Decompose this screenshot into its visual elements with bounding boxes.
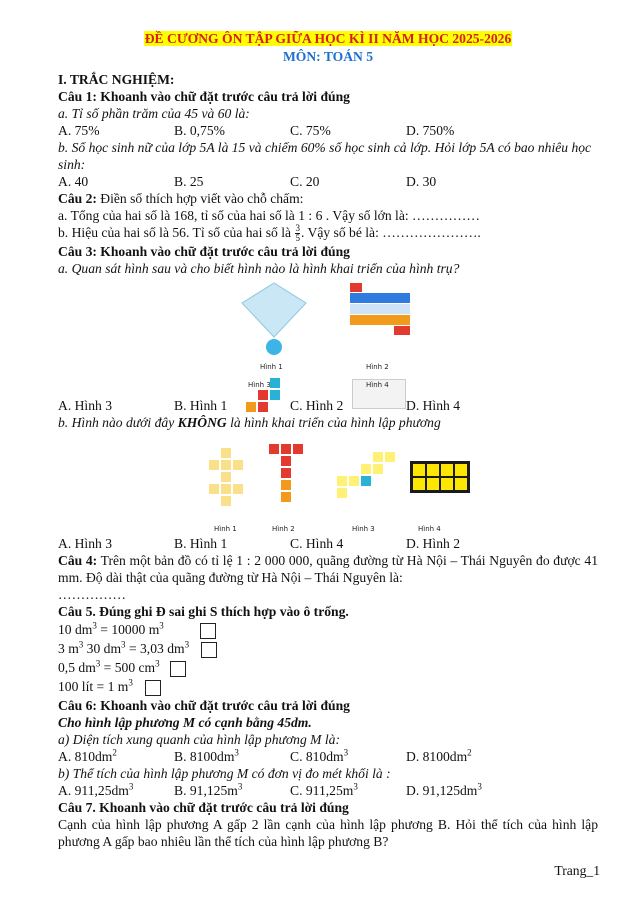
q6-a-text: a) Diện tích xung quanh của hình lập phương M là: — [58, 731, 340, 747]
square — [360, 463, 372, 475]
exponent: 2 — [112, 747, 117, 758]
option[interactable]: B. Hình 1 — [174, 536, 228, 552]
option[interactable]: D. 30 — [406, 174, 437, 189]
expr-part: = 500 cm — [100, 660, 156, 676]
q5-heading: Câu 5. Đúng ghi Đ sai ghi S thích hợp vào ô trống. — [58, 604, 349, 620]
square — [348, 475, 360, 487]
exponent: 3 — [353, 781, 358, 792]
figure-2-band — [350, 315, 410, 325]
option-text: A. 911,25dm — [58, 782, 129, 798]
q4-text — [58, 552, 598, 586]
option[interactable] — [174, 782, 290, 799]
square — [280, 467, 292, 479]
square — [280, 455, 292, 467]
q1-a-options — [58, 122, 598, 139]
option[interactable] — [290, 782, 406, 799]
figure-caption: Hình 3 — [352, 525, 375, 534]
figure-caption: Hình 4 — [366, 381, 389, 390]
q3-b-options — [58, 535, 598, 552]
figure-caption: Hình 3 — [248, 381, 271, 390]
q6-a-options — [58, 748, 598, 765]
answer-box[interactable] — [201, 642, 217, 658]
square — [220, 495, 232, 507]
section-heading: I. TRẮC NGHIỆM: — [58, 72, 175, 87]
option[interactable]: C. 75% — [290, 123, 331, 138]
figure-4-grid — [410, 461, 470, 493]
exponent: 3 — [234, 747, 239, 758]
option[interactable]: B. 0,75% — [174, 123, 225, 138]
page-title — [58, 30, 598, 47]
square — [292, 443, 304, 455]
q2-heading — [58, 190, 598, 207]
expr-part: 3 m — [58, 641, 79, 657]
square — [280, 491, 292, 503]
figure-caption: Hình 1 — [260, 363, 283, 372]
option[interactable] — [58, 782, 174, 799]
expr-part: 10 dm — [58, 622, 93, 638]
figure-caption: Hình 4 — [418, 525, 441, 534]
option[interactable]: A. 75% — [58, 123, 100, 138]
option[interactable]: D. Hình 2 — [406, 536, 460, 552]
option-text: B. 8100dm — [174, 748, 235, 764]
q3-a-caption-row — [58, 381, 598, 397]
q3-b-emphasis: KHÔNG — [177, 415, 227, 431]
option-text: C. 810dm — [290, 748, 344, 764]
expr-part: 100 lít = 1 m — [58, 679, 129, 694]
option-text: C. 911,25m — [290, 782, 354, 798]
q2-b-pre: b. Hiệu của hai số là 56. Tỉ số của hai số là — [58, 225, 295, 240]
square — [384, 451, 396, 463]
q4-answer-dots: …………… — [58, 587, 126, 603]
q4-label: Câu 4: — [58, 553, 98, 569]
option[interactable] — [290, 748, 406, 765]
q1-a-text: a. Tỉ số phần trăm của 45 và 60 là: — [58, 106, 250, 121]
figure-2-band — [350, 304, 410, 314]
option-text: D. 91,125dm — [406, 782, 478, 798]
option[interactable] — [406, 748, 472, 765]
expr-part: = 3,03 dm — [125, 641, 185, 657]
fraction — [295, 224, 300, 243]
option-text: D. 8100dm — [406, 748, 468, 764]
option[interactable]: D. 750% — [406, 123, 455, 138]
exponent: 3 — [121, 639, 126, 650]
option[interactable]: B. 25 — [174, 174, 204, 189]
option-text: A. 810dm — [58, 748, 113, 764]
exponent: 3 — [128, 781, 134, 792]
cube-net-figure — [58, 433, 598, 533]
q6-b-text: b) Thể tích của hình lập phương M có đơn vị đo mét khối là : — [58, 765, 391, 781]
exponent: 3 — [95, 658, 101, 669]
square — [232, 459, 244, 471]
page-number: Trang_1 — [554, 863, 600, 878]
q2-instruction: Điền số thích hợp viết vào chỗ chấm: — [96, 191, 304, 206]
expr-part: 0,5 dm — [58, 660, 96, 676]
exponent: 3 — [237, 781, 243, 792]
option[interactable] — [174, 748, 290, 765]
square — [220, 483, 232, 495]
square — [220, 459, 232, 471]
q6-heading: Câu 6: Khoanh vào chữ đặt trước câu trả lời đúng — [58, 697, 350, 713]
option-text: B. 91,125m — [174, 782, 238, 798]
q3-b-pre: b. Hình nào dưới đây — [58, 415, 178, 431]
q7-text: Cạnh của hình lập phương A gấp 2 lần cạnh của hình lập phương B. Hỏi thể tích của hình lập phương A gấp bao nhiêu lần thể tích của hình lập phương B? — [58, 816, 598, 849]
exponent: 3 — [343, 747, 349, 758]
expr-part: = 10000 m — [96, 622, 160, 638]
option[interactable]: A. Hình 3 — [58, 536, 112, 552]
answer-box[interactable] — [170, 661, 186, 677]
q3-b-text — [58, 414, 598, 431]
exponent: 3 — [159, 620, 164, 631]
q2-b-post: . Vậy số bé là: …………………. — [300, 225, 481, 240]
figure-2-bottom — [394, 326, 410, 335]
q6-b-options — [58, 782, 598, 799]
title-text: ĐỀ CƯƠNG ÔN TẬP GIỮA HỌC KÌ II NĂM HỌC 2025-2026 — [144, 31, 512, 46]
exponent: 2 — [467, 747, 472, 758]
option[interactable] — [406, 782, 482, 799]
q4-body: Trên một bản đồ có tỉ lệ 1 : 2 000 000, quãng đường từ Hà Nội – Thái Nguyên đo được 41 mm. Độ dài thật của quãng đường từ Hà Nội – Thái Nguyên là: — [58, 553, 598, 586]
square — [336, 475, 348, 487]
option[interactable]: C. 20 — [290, 174, 320, 189]
option[interactable]: C. Hình 2 — [290, 398, 344, 414]
exponent: 3 — [92, 620, 97, 631]
square — [220, 447, 232, 459]
square — [208, 459, 220, 471]
q5-item — [58, 640, 598, 658]
figure-caption: Hình 2 — [272, 525, 295, 534]
q3-b-post: là hình khai triển của hình lập phương — [226, 415, 441, 431]
option[interactable]: C. Hình 4 — [290, 536, 344, 552]
q2-b-text — [58, 224, 598, 243]
answer-box[interactable] — [145, 680, 161, 696]
exponent: 3 — [184, 639, 190, 650]
square — [208, 483, 220, 495]
option[interactable]: A. 40 — [58, 174, 89, 189]
q3-a-text: a. Quan sát hình sau và cho biết hình nào là hình khai triển của hình trụ? — [58, 261, 460, 277]
option[interactable]: A. Hình 3 — [58, 398, 112, 414]
q3-a-options — [58, 397, 598, 414]
q1-heading: Câu 1: Khoanh vào chữ đặt trước câu trả lời đúng — [58, 89, 350, 104]
numerator: 3 — [295, 223, 300, 234]
square — [280, 479, 292, 491]
q2-label: Câu 2: — [58, 191, 97, 206]
square — [360, 475, 372, 487]
square — [245, 401, 257, 413]
q1-b-options — [58, 173, 598, 190]
q2-a-text: a. Tổng của hai số là 168, tỉ số của hai số là 1 : 6 . Vậy số lớn là: …………… — [58, 208, 480, 223]
square — [372, 451, 384, 463]
q6-given: Cho hình lập phương M có cạnh bằng 45dm. — [58, 714, 312, 730]
denominator: 5 — [295, 233, 300, 244]
figure-caption: Hình 2 — [366, 363, 389, 372]
option[interactable] — [58, 748, 174, 765]
figure-1-cone-net — [238, 281, 310, 357]
q5-item — [58, 659, 598, 677]
q1-b-text: b. Số học sinh nữ của lớp 5A là 15 và chiếm 60% số học sinh cả lớp. Hỏi lớp 5A có bao nhiêu học sinh: — [58, 140, 592, 172]
square — [280, 443, 292, 455]
figure-2-band — [350, 293, 410, 303]
square — [220, 471, 232, 483]
cylinder-net-figure — [58, 279, 598, 383]
q7-heading: Câu 7. Khoanh vào chữ đặt trước câu trả lời đúng — [58, 799, 349, 815]
exponent: 3 — [155, 658, 160, 669]
exponent: 3 — [477, 781, 482, 792]
square — [268, 443, 280, 455]
square — [372, 463, 384, 475]
square — [336, 487, 348, 499]
square — [232, 483, 244, 495]
exponent: 3 — [128, 677, 133, 688]
q5-item — [58, 678, 598, 696]
page-subtitle: MÔN: TOÁN 5 — [282, 49, 374, 64]
figure-caption: Hình 1 — [214, 525, 237, 534]
document-page — [58, 30, 598, 850]
square — [257, 401, 269, 413]
q3-heading: Câu 3: Khoanh vào chữ đặt trước câu trả lời đúng — [58, 244, 350, 260]
expr-part: 30 dm — [83, 641, 122, 657]
answer-box[interactable] — [200, 623, 216, 639]
q5-item — [58, 621, 598, 639]
option[interactable]: B. Hình 1 — [174, 398, 228, 414]
exponent: 3 — [78, 639, 84, 650]
option[interactable]: D. Hình 4 — [406, 398, 460, 414]
figure-2-top — [350, 283, 362, 292]
